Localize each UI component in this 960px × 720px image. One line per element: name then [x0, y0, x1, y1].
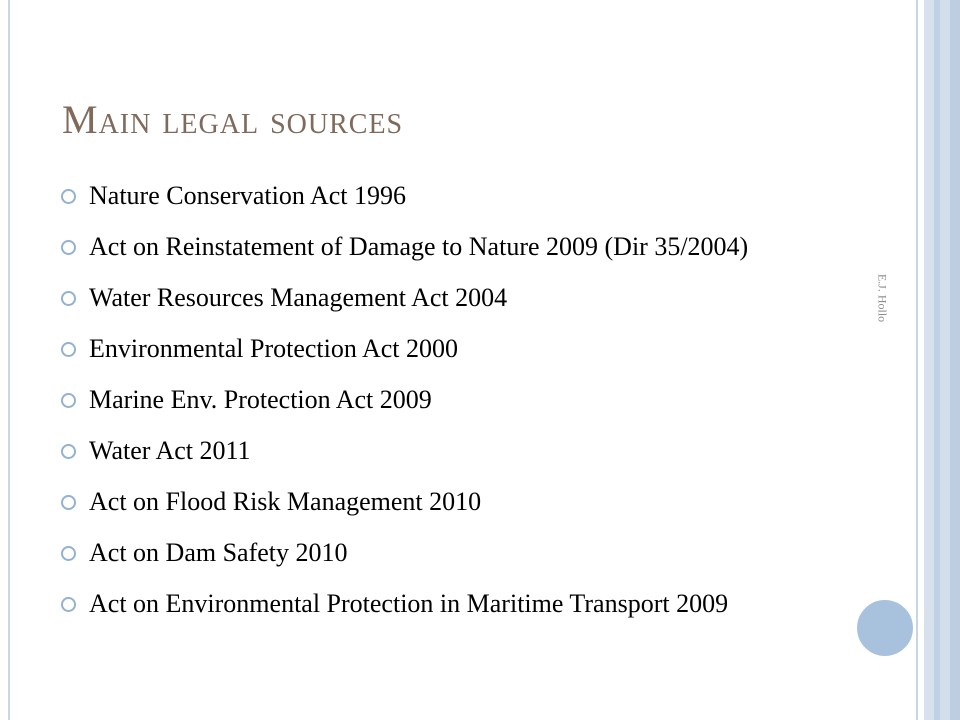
circle-bullet-icon	[61, 393, 76, 408]
circle-bullet-icon	[61, 342, 76, 357]
right-stripe-5	[950, 0, 960, 720]
bullet-item	[60, 537, 860, 568]
bullet-item	[60, 231, 860, 262]
bullet-list	[60, 180, 860, 639]
bullet-item	[60, 588, 860, 619]
circle-bullet-icon	[61, 240, 76, 255]
bullet-text: Act on Flood Risk Management 2010	[89, 487, 482, 516]
author-note: E.J. Hollo	[875, 273, 890, 323]
circle-bullet-icon	[61, 597, 76, 612]
right-stripe-1	[916, 0, 924, 720]
decorative-circle	[855, 598, 915, 658]
circle-bullet-icon	[61, 495, 76, 510]
bullet-item	[60, 435, 860, 466]
right-stripe-4	[940, 0, 950, 720]
bullet-item	[60, 333, 860, 364]
circle-bullet-icon	[61, 291, 76, 306]
bullet-text: Act on Reinstatement of Damage to Nature 2009 (Dir 35/2004)	[89, 232, 749, 261]
circle-bullet-icon	[61, 189, 76, 204]
slide-title: Main legal sources	[62, 97, 404, 142]
bullet-text: Act on Environmental Protection in Maritime Transport 2009	[89, 589, 729, 618]
left-border-line	[8, 0, 10, 720]
bullet-text: Environmental Protection Act 2000	[89, 334, 458, 363]
bullet-text: Water Resources Management Act 2004	[89, 283, 508, 312]
bullet-item	[60, 180, 860, 211]
bullet-text: Water Act 2011	[89, 436, 251, 465]
right-stripe-2	[924, 0, 934, 720]
bullet-item	[60, 486, 860, 517]
bullet-text: Marine Env. Protection Act 2009	[89, 385, 432, 414]
bullet-item	[60, 282, 860, 313]
bullet-item	[60, 384, 860, 415]
bullet-text: Nature Conservation Act 1996	[89, 181, 406, 210]
bullet-text: Act on Dam Safety 2010	[89, 538, 348, 567]
circle-bullet-icon	[61, 444, 76, 459]
circle-bullet-icon	[61, 546, 76, 561]
